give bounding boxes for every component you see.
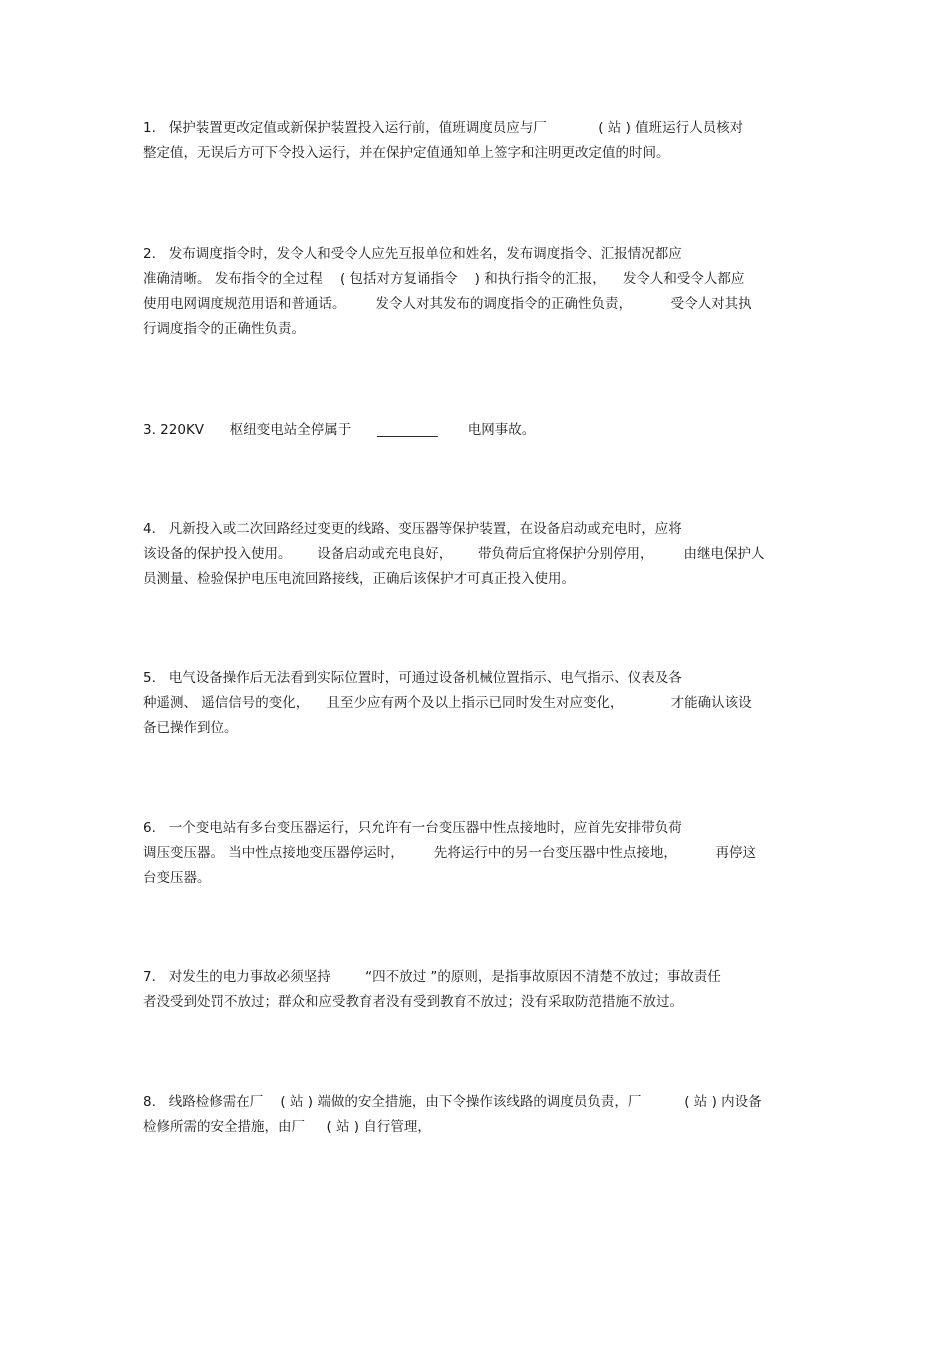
paragraph-line: 使用电网调度规范用语和普通话。 发令人对其发布的调度指令的正确性负责， 受令人对其执: [143, 296, 752, 312]
paragraph-line: 检修所需的安全措施，由厂 ( 站 ) 自行管理，: [143, 1119, 431, 1135]
paragraph-5: [143, 666, 808, 741]
paragraph-6: [143, 816, 808, 891]
paragraph-8: [143, 1090, 808, 1140]
paragraph-line: 行调度指令的正确性负责。: [143, 321, 305, 337]
paragraph-line: 该设备的保护投入使用。 设备启动或充电良好， 带负荷后宜将保护分别停用， 由继电保护人: [143, 546, 765, 562]
paragraph-line: 8. 线路检修需在厂 ( 站 ) 端做的安全措施，由下令操作该线路的调度员负责，厂 ( 站 ) 内设备: [143, 1094, 762, 1110]
paragraph-1: [143, 116, 808, 166]
paragraph-line: 6. 一个变电站有多台变压器运行，只允许有一台变压器中性点接地时，应首先安排带负荷: [143, 820, 682, 836]
paragraph-line: 5. 电气设备操作后无法看到实际位置时，可通过设备机械位置指示、电气指示、仪表及各: [143, 670, 682, 686]
paragraph-4: [143, 517, 808, 592]
paragraph-line: 3. 220KV 枢纽变电站全停属于 _________ 电网事故。: [143, 422, 536, 438]
paragraph-line: 7. 对发生的电力事故必须坚持 “四不放过 ”的原则，是指事故原因不清楚不放过；事故责任: [143, 969, 721, 985]
paragraph-line: 备已操作到位。: [143, 720, 238, 736]
paragraph-line: 2. 发布调度指令时，发令人和受令人应先互报单位和姓名，发布调度指令、汇报情况都应: [143, 246, 682, 262]
paragraph-line: 员测量、检验保护电压电流回路接线，正确后该保护才可真正投入使用。: [143, 571, 575, 587]
paragraph-line: 调压变压器。 当中性点接地变压器停运时， 先将运行中的另一台变压器中性点接地， 再停这: [143, 845, 756, 861]
paragraph-line: 者没受到处罚不放过；群众和应受教育者没有受到教育不放过；没有采取防范措施不放过。: [143, 994, 683, 1010]
paragraph-line: 1. 保护装置更改定值或新保护装置投入运行前，值班调度员应与厂 ( 站 ) 值班运行人员核对: [143, 120, 744, 136]
paragraph-2: [143, 242, 808, 342]
paragraph-line: 准确清晰。 发布指令的全过程 ( 包括对方复诵指令 ) 和执行指令的汇报， 发令人和受令人都应: [143, 271, 745, 287]
paragraph-line: 整定值，无误后方可下令投入运行，并在保护定值通知单上签字和注明更改定值的时间。: [143, 145, 670, 161]
paragraph-3: [143, 418, 808, 443]
paragraph-line: 4. 凡新投入或二次回路经过变更的线路、变压器等保护装置，在设备启动或充电时，应将: [143, 521, 682, 537]
paragraph-line: 种遥测、 遥信信号的变化， 且至少应有两个及以上指示已同时发生对应变化， 才能确认该设: [143, 695, 752, 711]
paragraph-line: 台变压器。: [143, 870, 211, 886]
paragraph-7: [143, 965, 808, 1015]
